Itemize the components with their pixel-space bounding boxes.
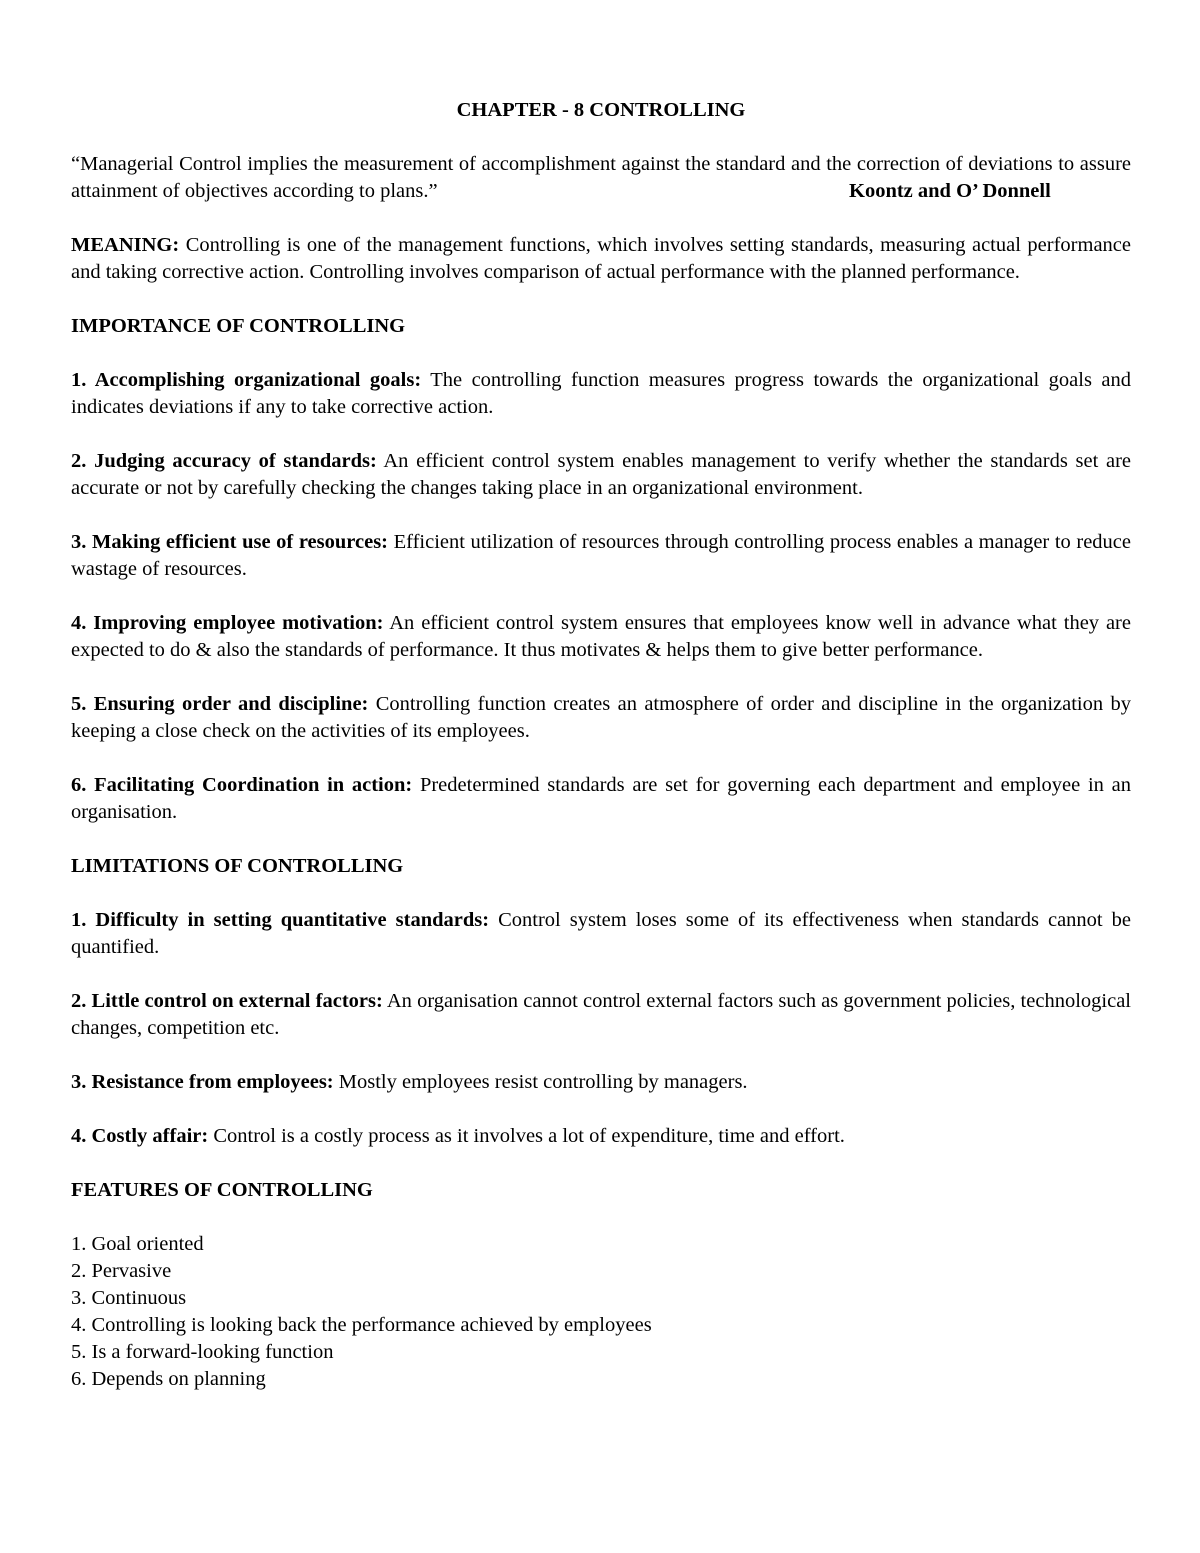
limitations-item-text: An organisation cannot control external factors such as government policies, technological changes, competition etc.: [71, 990, 1131, 1039]
quote-author: Koontz and O’ Donnell: [849, 180, 1051, 202]
limitations-item: [71, 1123, 1131, 1150]
importance-item: [71, 610, 1131, 664]
importance-item-head: 1. Accomplishing organizational goals:: [71, 369, 422, 391]
limitations-item-head: 4. Costly affair:: [71, 1125, 209, 1147]
importance-item-head: 5. Ensuring order and discipline:: [71, 693, 369, 715]
importance-item-head: 3. Making efficient use of resources:: [71, 531, 389, 553]
limitations-item-text: Mostly employees resist controlling by managers.: [333, 1071, 748, 1093]
importance-item: [71, 772, 1131, 826]
importance-item-text: Efficient utilization of resources through controlling process enables a manager to reduce wastage of resources.: [71, 531, 1131, 580]
importance-item: [71, 448, 1131, 502]
feature-item: 3. Continuous: [71, 1287, 187, 1309]
importance-item-head: 6. Facilitating Coordination in action:: [71, 774, 413, 796]
importance-item-head: 4. Improving employee motivation:: [71, 612, 384, 634]
meaning-text: Controlling is one of the management functions, which involves setting standards, measuring actual performance and taking corrective action. Controlling involves comparison of actual performance with the planned performance.: [71, 234, 1131, 283]
limitations-item-text: Control system loses some of its effectiveness when standards cannot be quantified.: [71, 909, 1131, 958]
limitations-item: [71, 907, 1131, 961]
importance-heading: IMPORTANCE OF CONTROLLING: [71, 315, 406, 337]
limitations-item-head: 2. Little control on external factors:: [71, 990, 383, 1012]
feature-item: 5. Is a forward-looking function: [71, 1341, 334, 1363]
definition-quote: [71, 151, 1131, 205]
meaning-paragraph: [71, 232, 1131, 286]
quote-text: “Managerial Control implies the measurement of accomplishment against the standard and the correction of deviations to assure attainment of objectives according to plans.”: [71, 153, 1131, 202]
features-list: [71, 1231, 1131, 1393]
importance-item: [71, 529, 1131, 583]
feature-item: 4. Controlling is looking back the performance achieved by employees: [71, 1314, 652, 1336]
limitations-heading: LIMITATIONS OF CONTROLLING: [71, 855, 404, 877]
importance-item: [71, 367, 1131, 421]
importance-item-text: An efficient control system enables management to verify whether the standards set are accurate or not by carefully checking the changes taking place in an organizational environment.: [71, 450, 1131, 499]
limitations-item-text: Control is a costly process as it involves a lot of expenditure, time and effort.: [208, 1125, 845, 1147]
importance-item: [71, 691, 1131, 745]
importance-item-text: An efficient control system ensures that employees know well in advance what they are expected to do & also the standards of performance. It thus motivates & helps them to give better performance.: [71, 612, 1131, 661]
limitations-item: [71, 1069, 1131, 1096]
limitations-item-head: 1. Difficulty in setting quantitative standards:: [71, 909, 490, 931]
feature-item: 1. Goal oriented: [71, 1233, 204, 1255]
importance-item-text: Controlling function creates an atmosphere of order and discipline in the organization by keeping a close check on the activities of its employees.: [71, 693, 1131, 742]
features-heading: FEATURES OF CONTROLLING: [71, 1179, 373, 1201]
feature-item: 2. Pervasive: [71, 1260, 172, 1282]
importance-item-head: 2. Judging accuracy of standards:: [71, 450, 377, 472]
importance-item-text: The controlling function measures progress towards the organizational goals and indicates deviations if any to take corrective action.: [71, 369, 1131, 418]
limitations-item: [71, 988, 1131, 1042]
meaning-label: MEANING:: [71, 234, 180, 256]
importance-item-text: Predetermined standards are set for governing each department and employee in an organisation.: [71, 774, 1131, 823]
feature-item: 6. Depends on planning: [71, 1368, 266, 1390]
limitations-item-head: 3. Resistance from employees:: [71, 1071, 334, 1093]
chapter-title: CHAPTER - 8 CONTROLLING: [456, 99, 746, 121]
